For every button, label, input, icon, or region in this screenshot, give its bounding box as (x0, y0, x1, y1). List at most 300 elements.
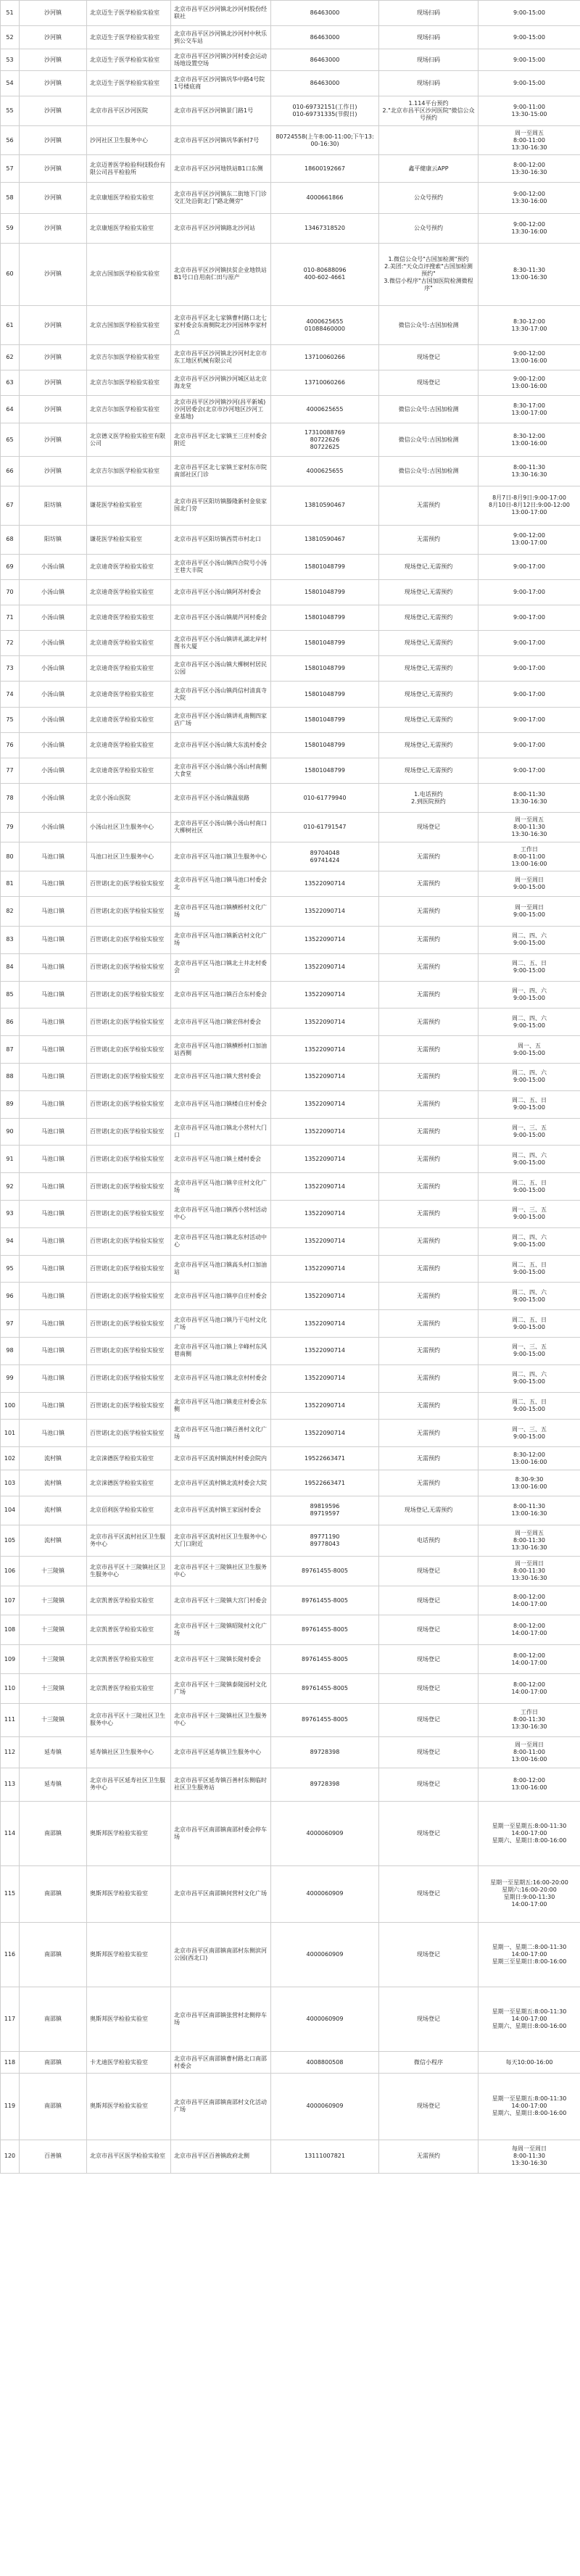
address-cell: 北京市昌平区沙河镇北沙河村北京市东工地区机械有限公司 (171, 345, 271, 370)
row-number-cell: 53 (1, 49, 20, 71)
phone-cell: 13710060266 (271, 345, 379, 370)
table-row (1, 1615, 580, 1645)
address-cell: 北京市昌平区小汤山镇小汤山村南口大柳树社区 (171, 813, 271, 842)
town-cell: 马池口镇 (20, 1036, 87, 1064)
phone-cell: 010-61779940 (271, 783, 379, 813)
institution-cell: 北京迪奇医学检验实验室 (87, 580, 171, 605)
town-cell: 小汤山镇 (20, 813, 87, 842)
institution-cell: 北京古国加医学检验实验室 (87, 243, 171, 305)
service-hours-cell: 周一至周日 9:00-15:00 (478, 897, 580, 927)
row-number-cell: 87 (1, 1036, 20, 1064)
address-cell: 北京市昌平区小汤山镇讲礼湖北岸村图书大厦 (171, 631, 271, 656)
institution-cell: 马池口社区卫生服务中心 (87, 842, 171, 871)
booking-method-cell: 无需预约 (379, 1420, 478, 1447)
phone-cell: 13522090714 (271, 1036, 379, 1064)
phone-cell: 86463000 (271, 26, 379, 49)
institution-cell: 奥斯邦医学检验实验室 (87, 1801, 171, 1865)
row-number-cell: 104 (1, 1496, 20, 1525)
table-row (1, 953, 580, 981)
town-cell: 沙河镇 (20, 423, 87, 457)
table-row (1, 555, 580, 580)
institution-cell: 百世诺(北京)医学检验实验室 (87, 1337, 171, 1364)
address-cell: 北京市昌平区南邵镇曹村路北口南邵村委会 (171, 2052, 271, 2074)
row-number-cell: 113 (1, 1768, 20, 1801)
address-cell: 北京市昌平区沙河地铁站B1口东侧 (171, 155, 271, 183)
institution-cell: 百世诺(北京)医学检验实验室 (87, 897, 171, 927)
row-number-cell: 100 (1, 1392, 20, 1420)
phone-cell: 13522090714 (271, 981, 379, 1009)
address-cell: 北京市昌平区马池口镇北东村活动中心 (171, 1227, 271, 1255)
phone-cell: 89761455-8005 (271, 1644, 379, 1674)
table-row (1, 1987, 580, 2052)
town-cell: 沙河镇 (20, 183, 87, 214)
row-number-cell: 57 (1, 155, 20, 183)
row-number-cell: 74 (1, 682, 20, 707)
address-cell: 北京市昌平区延寿镇百善村东侧临时社区卫生服务站 (171, 1768, 271, 1801)
institution-cell: 北京市昌平区十三陵镇社区卫生服务中心 (87, 1557, 171, 1586)
address-cell: 北京市昌平区沙河镇北沙河村中秋乐到公交车站 (171, 26, 271, 49)
service-hours-cell: 周二、五、日 9:00-15:00 (478, 953, 580, 981)
row-number-cell: 114 (1, 1801, 20, 1865)
service-hours-cell: 周二、五、日 9:00-15:00 (478, 1310, 580, 1338)
town-cell: 马池口镇 (20, 953, 87, 981)
address-cell: 北京市昌平区小汤山镇大柳树村居民公园 (171, 656, 271, 682)
table-row (1, 1703, 580, 1736)
service-hours-cell: 周一、三、五 9:00-15:00 (478, 1337, 580, 1364)
row-number-cell: 52 (1, 26, 20, 49)
address-cell: 北京市昌平区小汤山镇讲礼南侧四家店广场 (171, 707, 271, 732)
town-cell: 马池口镇 (20, 897, 87, 927)
phone-cell: 89761455-8005 (271, 1674, 379, 1704)
table-row (1, 396, 580, 423)
institution-cell: 百世诺(北京)医学检验实验室 (87, 1146, 171, 1173)
address-cell: 北京市昌平区马池口镇百善村文化广场 (171, 1420, 271, 1447)
institution-cell: 北京迈生子医学检验实验室 (87, 49, 171, 71)
institution-cell: 百世诺(北京)医学检验实验室 (87, 1392, 171, 1420)
institution-cell: 北京市昌平区流村社区卫生服务中心 (87, 1525, 171, 1557)
table-row (1, 1, 580, 26)
table-row (1, 1525, 580, 1557)
institution-cell: 北京康旭医学检验实验室 (87, 214, 171, 244)
row-number-cell: 77 (1, 758, 20, 783)
town-cell: 十三陵镇 (20, 1674, 87, 1704)
booking-method-cell: 现场登记 (379, 345, 478, 370)
row-number-cell: 79 (1, 813, 20, 842)
table-row (1, 1337, 580, 1364)
town-cell: 百善镇 (20, 2140, 87, 2173)
row-number-cell: 110 (1, 1674, 20, 1704)
service-hours-cell: 8:30-17:00 13:00-17:00 (478, 396, 580, 423)
phone-cell: 13810590467 (271, 486, 379, 525)
town-cell: 南邵镇 (20, 2074, 87, 2140)
service-hours-cell: 每天10:00-16:00 (478, 2052, 580, 2074)
row-number-cell: 54 (1, 71, 20, 96)
address-cell: 北京市昌平区南邵镇何营村文化广场 (171, 1865, 271, 1922)
booking-method-cell: 微信公众号:古国加检测 (379, 423, 478, 457)
table-row (1, 656, 580, 682)
service-hours-cell: 周一至周五 8:00-11:30 13:30-16:30 (478, 1525, 580, 1557)
service-hours-cell: 星期一至星期五:8:00-11:30 14:00-17:00 星期六、星期日:8:00-16:00 (478, 1801, 580, 1865)
address-cell: 北京市昌平区流村镇北流村委会大院 (171, 1470, 271, 1496)
town-cell: 马池口镇 (20, 1200, 87, 1227)
institution-cell: 北京德义医学检验实验室有限公司 (87, 423, 171, 457)
table-body (1, 1, 580, 2174)
service-hours-cell: 9:00-17:00 (478, 732, 580, 758)
address-cell: 北京市昌平区马池口镇辛庄村文化广场 (171, 1173, 271, 1201)
institution-cell: 北京迪奇医学检验实验室 (87, 555, 171, 580)
row-number-cell: 99 (1, 1364, 20, 1392)
town-cell: 马池口镇 (20, 1146, 87, 1173)
town-cell: 十三陵镇 (20, 1615, 87, 1645)
institution-cell: 奥斯邦医学检验实验室 (87, 1987, 171, 2052)
town-cell: 十三陵镇 (20, 1644, 87, 1674)
booking-method-cell: 现场扫码 (379, 1, 478, 26)
booking-method-cell: 公众号预约 (379, 183, 478, 214)
phone-cell: 15801048799 (271, 631, 379, 656)
town-cell: 沙河镇 (20, 214, 87, 244)
booking-method-cell: 无需预约 (379, 1283, 478, 1310)
institution-cell: 北京迪奇医学检验实验室 (87, 682, 171, 707)
table-row (1, 1496, 580, 1525)
row-number-cell: 97 (1, 1310, 20, 1338)
table-row (1, 525, 580, 555)
table-row (1, 1865, 580, 1922)
service-hours-cell: 8:00-11:30 13:00-16:30 (478, 1496, 580, 1525)
row-number-cell: 96 (1, 1283, 20, 1310)
table-row (1, 1200, 580, 1227)
address-cell: 北京市昌平区沙河镇路北沙河站 (171, 214, 271, 244)
table-row (1, 1768, 580, 1801)
booking-method-cell: 微信公众号:古国加检测 (379, 457, 478, 486)
institution-cell: 北京吉尔加医学检验实验室 (87, 370, 171, 396)
address-cell: 北京市昌平区小汤山镇尚信村清真寺大院 (171, 682, 271, 707)
booking-method-cell: 无需预约 (379, 2140, 478, 2173)
town-cell: 马池口镇 (20, 1420, 87, 1447)
address-cell: 北京市昌平区马池口镇北小营村大门口 (171, 1118, 271, 1146)
service-hours-cell: 8:00-12:00 13:00-16:00 (478, 1768, 580, 1801)
town-cell: 马池口镇 (20, 1090, 87, 1118)
service-hours-cell: 周二、四、六 9:00-15:00 (478, 1227, 580, 1255)
service-hours-cell: 周二、五、日 9:00-15:00 (478, 1392, 580, 1420)
service-hours-cell: 9:00-12:00 13:00-17:00 (478, 525, 580, 555)
row-number-cell: 84 (1, 953, 20, 981)
phone-cell: 010-61791547 (271, 813, 379, 842)
phone-cell: 4000625655 01088460000 (271, 306, 379, 345)
phone-cell: 19522663471 (271, 1470, 379, 1496)
table-row (1, 1420, 580, 1447)
service-hours-cell: 8:30-12:00 13:30-17:00 (478, 306, 580, 345)
table-row (1, 783, 580, 813)
row-number-cell: 88 (1, 1063, 20, 1090)
institution-cell: 百世诺(北京)医学检验实验室 (87, 1364, 171, 1392)
town-cell: 南邵镇 (20, 1865, 87, 1922)
row-number-cell: 95 (1, 1255, 20, 1283)
institution-cell: 北京迈生子医学检验实验室 (87, 26, 171, 49)
table-row (1, 1736, 580, 1768)
institution-cell: 北京迈生子医学检验实验室 (87, 71, 171, 96)
row-number-cell: 117 (1, 1987, 20, 2052)
row-number-cell: 85 (1, 981, 20, 1009)
service-hours-cell: 工作日 8:00-11:30 13:30-16:30 (478, 1703, 580, 1736)
service-hours-cell: 周二、四、六 9:00-15:00 (478, 1364, 580, 1392)
row-number-cell: 60 (1, 243, 20, 305)
table-row (1, 2074, 580, 2140)
phone-cell: 4008800508 (271, 2052, 379, 2074)
institution-cell: 北京涞德医学检验实验室 (87, 1447, 171, 1470)
booking-method-cell: 无需预约 (379, 1364, 478, 1392)
phone-cell: 13522090714 (271, 1420, 379, 1447)
table-row (1, 155, 580, 183)
address-cell: 北京市昌平区小汤山镇小汤山村南侧大食堂 (171, 758, 271, 783)
booking-method-cell: 现场登记 (379, 1865, 478, 1922)
address-cell: 北京市昌平区百善镇政府北侧 (171, 2140, 271, 2173)
row-number-cell: 92 (1, 1173, 20, 1201)
town-cell: 马池口镇 (20, 871, 87, 897)
service-hours-cell: 周二、四、六 9:00-15:00 (478, 1146, 580, 1173)
town-cell: 沙河镇 (20, 96, 87, 126)
booking-method-cell: 现场登记,无需预约 (379, 605, 478, 631)
institution-cell: 百世诺(北京)医学检验实验室 (87, 1310, 171, 1338)
booking-method-cell: 1.114平台预约 2."北京市昌平区沙河医院"微信公众号预约 (379, 96, 478, 126)
booking-method-cell: 现场登记,无需预约 (379, 1496, 478, 1525)
service-hours-cell: 周二、四、六 9:00-15:00 (478, 926, 580, 953)
row-number-cell: 118 (1, 2052, 20, 2074)
institution-cell: 百世诺(北京)医学检验实验室 (87, 953, 171, 981)
phone-cell: 13522090714 (271, 953, 379, 981)
town-cell: 沙河镇 (20, 243, 87, 305)
table-row (1, 981, 580, 1009)
booking-method-cell: 无需预约 (379, 1447, 478, 1470)
table-row (1, 26, 580, 49)
row-number-cell: 58 (1, 183, 20, 214)
table-row (1, 813, 580, 842)
address-cell: 北京市昌平区马池口镇横桥村文化广场 (171, 897, 271, 927)
institution-cell: 北京迪奇医学检验实验室 (87, 656, 171, 682)
address-cell: 北京市昌平区沙河镇巩华中路4号院1号楼底商 (171, 71, 271, 96)
phone-cell: 4000625655 (271, 457, 379, 486)
row-number-cell: 93 (1, 1200, 20, 1227)
address-cell: 北京市昌平区南邵镇张营村北侧停车场 (171, 1987, 271, 2052)
service-hours-cell: 周一至周五 8:00-11:30 13:30-16:30 (478, 813, 580, 842)
booking-method-cell: 微信公众号:古国加检测 (379, 396, 478, 423)
booking-method-cell: 1.微信公众号"古国加检测"预约 2.美团:"天众点评搜索"古国加检测预约" 3.微信小程序"古国加医院检测微程序" (379, 243, 478, 305)
institution-cell: 北京凯普医学检验实验室 (87, 1674, 171, 1704)
row-number-cell: 106 (1, 1557, 20, 1586)
table-row (1, 49, 580, 71)
town-cell: 流村镇 (20, 1470, 87, 1496)
phone-cell: 15801048799 (271, 555, 379, 580)
institution-cell: 沙河社区卫生服务中心 (87, 125, 171, 155)
address-cell: 北京市昌平区小汤山镇大东流村委会 (171, 732, 271, 758)
service-hours-cell: 周二、四、六 9:00-15:00 (478, 1063, 580, 1090)
table-row (1, 71, 580, 96)
address-cell: 北京市昌平区马池口镇百合东村委会 (171, 981, 271, 1009)
address-cell: 北京市昌平区流村社区卫生服务中心大门口附近 (171, 1525, 271, 1557)
booking-method-cell: 现场登记 (379, 1674, 478, 1704)
booking-method-cell: 现场登记,无需预约 (379, 555, 478, 580)
row-number-cell: 90 (1, 1118, 20, 1146)
table-row (1, 842, 580, 871)
phone-cell: 89761455-8005 (271, 1557, 379, 1586)
service-hours-cell: 8:30-9:30 13:00-16:00 (478, 1470, 580, 1496)
phone-cell: 13522090714 (271, 1118, 379, 1146)
phone-cell: 86463000 (271, 71, 379, 96)
service-hours-cell: 周二、五、日 9:00-15:00 (478, 1173, 580, 1201)
town-cell: 沙河镇 (20, 49, 87, 71)
service-hours-cell: 8月7日-8月9日:9:00-17:00 8月10日-8月12日:9:00-12:00 13:00-17:00 (478, 486, 580, 525)
phone-cell: 15801048799 (271, 656, 379, 682)
town-cell: 马池口镇 (20, 1063, 87, 1090)
service-hours-cell: 9:00-12:00 13:00-16:00 (478, 370, 580, 396)
row-number-cell: 59 (1, 214, 20, 244)
address-cell: 北京市昌平区马池口镇马池口村委会北 (171, 871, 271, 897)
institution-cell: 百世诺(北京)医学检验实验室 (87, 1118, 171, 1146)
booking-method-cell: 现场登记,无需预约 (379, 758, 478, 783)
phone-cell: 13522090714 (271, 897, 379, 927)
table-row (1, 243, 580, 305)
institution-cell: 北京迈普医学检验科技股份有限公司昌平检验所 (87, 155, 171, 183)
phone-cell: 17310088769 80722626 80722625 (271, 423, 379, 457)
address-cell: 北京市昌平区沙河镇景门路1号 (171, 96, 271, 126)
phone-cell: 89771190 89778043 (271, 1525, 379, 1557)
table-row (1, 707, 580, 732)
service-hours-cell: 每周一至周日 8:00-11:30 13:30-16:30 (478, 2140, 580, 2173)
row-number-cell: 69 (1, 555, 20, 580)
booking-method-cell: 现场登记 (379, 1801, 478, 1865)
booking-method-cell: 电话预约 (379, 1525, 478, 1557)
phone-cell: 89761455-8005 (271, 1615, 379, 1645)
phone-cell: 13522090714 (271, 926, 379, 953)
table-row (1, 214, 580, 244)
town-cell: 延寿镇 (20, 1736, 87, 1768)
address-cell: 北京市昌平区十三陵镇泰陵园村文化广场 (171, 1674, 271, 1704)
address-cell: 北京市昌平区马池口镇北土井北村委会 (171, 953, 271, 981)
table-row (1, 871, 580, 897)
row-number-cell: 120 (1, 2140, 20, 2173)
table-row (1, 758, 580, 783)
address-cell: 北京市昌平区延寿镇卫生服务中心 (171, 1736, 271, 1768)
address-cell: 北京市昌平区马池口镇乃干屯村文化广场 (171, 1310, 271, 1338)
booking-method-cell: 现场登记 (379, 370, 478, 396)
table-row (1, 1644, 580, 1674)
institution-cell: 北京涞德医学检验实验室 (87, 1470, 171, 1496)
row-number-cell: 80 (1, 842, 20, 871)
service-hours-cell: 星期一至星期五:8:00-11:30 14:00-17:00 星期六、星期日:8:00-16:00 (478, 1987, 580, 2052)
address-cell: 北京市昌平区小汤山镇葫芦河村委会 (171, 605, 271, 631)
row-number-cell: 78 (1, 783, 20, 813)
row-number-cell: 89 (1, 1090, 20, 1118)
booking-method-cell: 现场登记 (379, 1644, 478, 1674)
town-cell: 沙河镇 (20, 26, 87, 49)
phone-cell: 4000060909 (271, 1865, 379, 1922)
table-row (1, 897, 580, 927)
address-cell: 北京市昌平区北七家镇王三庄村委会附近 (171, 423, 271, 457)
table-row (1, 306, 580, 345)
booking-method-cell: 无需预约 (379, 897, 478, 927)
address-cell: 北京市昌平区沙河镇沙河城区站北京海龙堂 (171, 370, 271, 396)
row-number-cell: 83 (1, 926, 20, 953)
service-hours-cell: 周一至周五 8:00-11:00 13:30-16:30 (478, 125, 580, 155)
institution-cell: 北京凯普医学检验实验室 (87, 1615, 171, 1645)
table-row (1, 1586, 580, 1615)
table-row (1, 1036, 580, 1064)
service-hours-cell: 9:00-15:00 (478, 49, 580, 71)
phone-cell: 13522090714 (271, 1200, 379, 1227)
institution-cell: 北京吉尔加医学检验实验室 (87, 345, 171, 370)
booking-method-cell: 无需预约 (379, 926, 478, 953)
service-hours-cell: 周二、四、六 9:00-15:00 (478, 1009, 580, 1036)
institution-cell: 奥斯邦医学检验实验室 (87, 2074, 171, 2140)
service-hours-cell: 周一至周日 8:00-11:30 13:30-16:30 (478, 1557, 580, 1586)
phone-cell: 13522090714 (271, 1392, 379, 1420)
row-number-cell: 73 (1, 656, 20, 682)
phone-cell: 13810590467 (271, 525, 379, 555)
phone-cell: 13522090714 (271, 1146, 379, 1173)
town-cell: 十三陵镇 (20, 1586, 87, 1615)
address-cell: 北京市昌平区沙河镇沙河(昌平新城)沙河居委会(北京市沙河地区沙河工业基地) (171, 396, 271, 423)
town-cell: 马池口镇 (20, 1227, 87, 1255)
row-number-cell: 71 (1, 605, 20, 631)
phone-cell: 89761455-8005 (271, 1586, 379, 1615)
institution-cell: 北京凯普医学检验实验室 (87, 1644, 171, 1674)
table-row (1, 1364, 580, 1392)
address-cell: 北京市昌平区南邵镇南邵村委会停车场 (171, 1801, 271, 1865)
table-row (1, 2052, 580, 2074)
institution-cell: 奥斯邦医学检验实验室 (87, 1865, 171, 1922)
table-row (1, 1227, 580, 1255)
address-cell: 北京市昌平区马池口镇大营村委会 (171, 1063, 271, 1090)
town-cell: 沙河镇 (20, 306, 87, 345)
booking-method-cell: 鑫平健康云APP (379, 155, 478, 183)
service-hours-cell: 9:00-15:00 (478, 1, 580, 26)
service-hours-cell: 周二、五、日 9:00-15:00 (478, 1255, 580, 1283)
table-row (1, 1146, 580, 1173)
town-cell: 小汤山镇 (20, 656, 87, 682)
address-cell: 北京市昌平区南邵镇南邵村文化活动广场 (171, 2074, 271, 2140)
town-cell: 马池口镇 (20, 981, 87, 1009)
address-cell: 北京市昌平区小汤山镇阿苏村委会 (171, 580, 271, 605)
institution-cell: 延寿镇社区卫生服务中心 (87, 1736, 171, 1768)
booking-method-cell: 现场登记,无需预约 (379, 732, 478, 758)
service-hours-cell: 周一至周日 8:00-11:00 13:00-16:00 (478, 1736, 580, 1768)
institution-cell: 北京迪奇医学检验实验室 (87, 707, 171, 732)
row-number-cell: 109 (1, 1644, 20, 1674)
phone-cell: 4000661866 (271, 183, 379, 214)
phone-cell: 86463000 (271, 49, 379, 71)
institution-cell: 小汤山社区卫生服务中心 (87, 813, 171, 842)
table-row (1, 1923, 580, 1987)
address-cell: 北京市昌平区马池口镇上辛峰村东风巷南侧 (171, 1337, 271, 1364)
booking-method-cell: 无需预约 (379, 871, 478, 897)
booking-method-cell: 1.电话预约 2.到医院预约 (379, 783, 478, 813)
table-row (1, 926, 580, 953)
town-cell: 马池口镇 (20, 1283, 87, 1310)
service-hours-cell: 9:00-17:00 (478, 605, 580, 631)
phone-cell: 13710060266 (271, 370, 379, 396)
phone-cell: 13522090714 (271, 1337, 379, 1364)
row-number-cell: 65 (1, 423, 20, 457)
booking-method-cell: 现场登记 (379, 1923, 478, 1987)
town-cell: 流村镇 (20, 1496, 87, 1525)
service-hours-cell: 8:00-12:00 14:00-17:00 (478, 1674, 580, 1704)
institution-cell: 北京迪奇医学检验实验室 (87, 605, 171, 631)
service-hours-cell: 9:00-17:00 (478, 631, 580, 656)
town-cell: 马池口镇 (20, 926, 87, 953)
booking-method-cell: 无需预约 (379, 1173, 478, 1201)
institution-cell: 北京小汤山医院 (87, 783, 171, 813)
town-cell: 马池口镇 (20, 1392, 87, 1420)
institution-cell: 北京市昌平区十三陵社区卫生服务中心 (87, 1703, 171, 1736)
